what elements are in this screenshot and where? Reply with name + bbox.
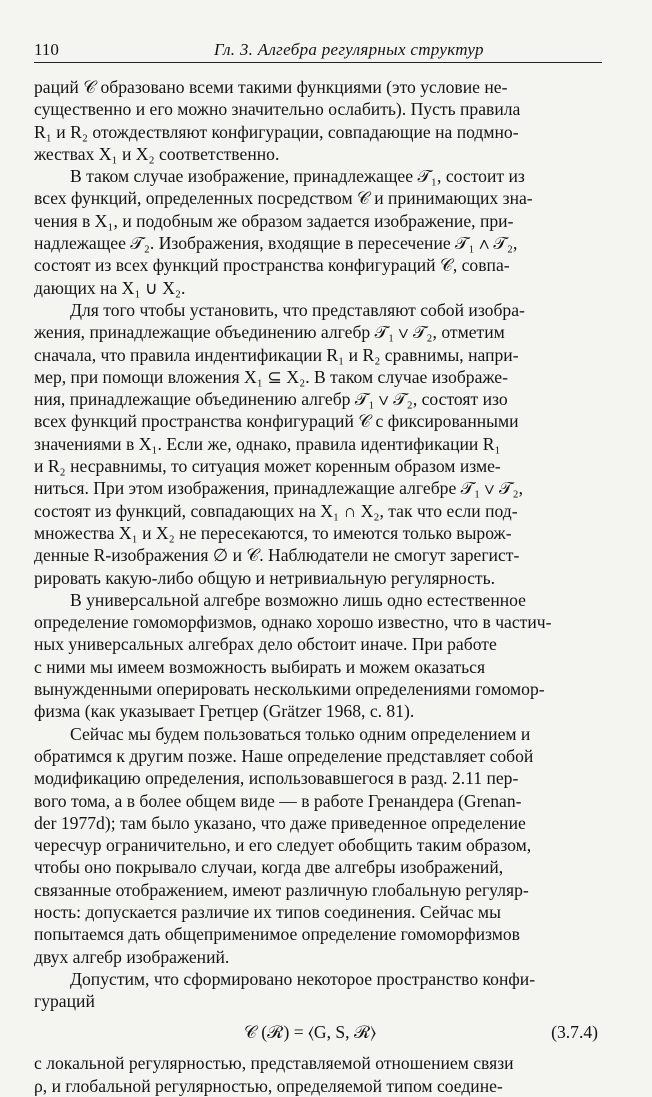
text-line: гураций — [34, 991, 95, 1012]
equation-number: (3.7.4) — [551, 1022, 598, 1043]
chapter-title: Гл. 3. Алгебра регулярных структур — [214, 40, 484, 59]
text-line: существенно и его можно значительно ослабить). Пусть правила — [34, 99, 521, 120]
body-lines-after-equation — [34, 1052, 602, 1097]
body-lines — [34, 76, 602, 1012]
text-line: состоят из функций, совпадающих на X₁ ∩ X₂, так что если под- — [34, 500, 518, 521]
text-line: двух алгебр изображений. — [34, 946, 230, 967]
text-line: с локальной регулярностью, представляемой отношением связи — [34, 1053, 514, 1074]
text-line: В универсальной алгебре возможно лишь одно естественное — [70, 589, 526, 610]
text-line: ность: допускается различие их типов соединения. Сейчас мы — [34, 901, 501, 922]
text-line: чения в X₁, и подобным же образом задается изображение, при- — [34, 210, 514, 231]
text-line: чтобы оно покрывало случаи, когда две алгебры изображений, — [34, 857, 504, 878]
body-text — [34, 76, 602, 1097]
equation-line — [34, 1018, 602, 1046]
text-line: попытаемся дать общеприменимое определение гомоморфизмов — [34, 924, 520, 945]
text-line: денные R-изображения ∅ и 𝒞. Наблюдатели не смогут зарегист- — [34, 545, 520, 566]
text-line: физма (как указывает Гретцер (Grätzer 1968, с. 81). — [34, 701, 415, 722]
text-line: В таком случае изображение, принадлежащее 𝒯₁, состоит из — [70, 166, 525, 187]
text-line: и R₂ несравнимы, то ситуация может коренным образом изме- — [34, 456, 501, 477]
text-line: раций 𝒞 образовано всеми такими функциями (это условие не- — [34, 77, 508, 97]
equation-formula: 𝒞 (ℛ) = ⟨G, S, ℛ⟩ — [244, 1022, 377, 1043]
text-line: всех функций пространства конфигураций 𝒞 с фиксированными — [34, 411, 519, 432]
text-line: ния, принадлежащие объединению алгебр 𝒯₁ ∨ 𝒯₂, состоят изо — [34, 389, 508, 410]
text-line: Допустим, что сформировано некоторое пространство конфи- — [70, 968, 536, 989]
running-header — [34, 36, 602, 63]
text-line: чересчур ограничительно, и его следует обобщить таким образом, — [34, 835, 532, 856]
text-line: жествах X₁ и X₂ соответственно. — [34, 143, 280, 164]
text-line: ρ, и глобальной регулярностью, определяемой типом соедине- — [34, 1075, 503, 1096]
text-line: мер, при помощи вложения X₁ ⊆ X₂. В таком случае изображе- — [34, 366, 508, 387]
text-line: сначала, что правила индентификации R₁ и R₂ сравнимы, напри- — [34, 344, 519, 365]
text-line: связанные отображением, имеют различную глобальную регуляр- — [34, 879, 529, 900]
text-line: обратимся к другим позже. Наше определение представляет собой — [34, 745, 534, 766]
text-line: R₁ и R₂ отождествляют конфигурации, совпадающие на подмно- — [34, 121, 519, 142]
text-line: der 1977d); там было указано, что даже приведенное определение — [34, 812, 526, 833]
text-line: ниться. При этом изображения, принадлежащие алгебре 𝒯₁ ∨ 𝒯₂, — [34, 478, 523, 499]
text-line: определение гомоморфизмов, однако хорошо известно, что в частич- — [34, 612, 552, 633]
text-line: ных универсальных алгебрах дело обстоит иначе. При работе — [34, 634, 497, 655]
page-number: 110 — [34, 40, 59, 59]
text-line: Сейчас мы будем пользоваться только одним определением и — [70, 723, 531, 744]
text-line: надлежащее 𝒯₂. Изображения, входящие в пересечение 𝒯₁ ∧ 𝒯₂, — [34, 233, 518, 254]
text-line: вого тома, а в более общем виде — в работе Гренандера (Grenan- — [34, 790, 522, 811]
text-line: модификацию определения, использовавшегося в разд. 2.11 пер- — [34, 768, 519, 789]
text-line: дающих на X₁ ∪ X₂. — [34, 277, 186, 298]
text-line: Для того чтобы установить, что представляют собой изобра- — [70, 299, 525, 320]
text-line: множества X₁ и X₂ не пересекаются, то имеются только вырож- — [34, 522, 512, 543]
text-line: значениями в X₁. Если же, однако, правила идентификации R₁ — [34, 433, 501, 454]
text-line: всех функций, определенных посредством 𝒞 и принимающих зна- — [34, 188, 533, 209]
text-line: жения, принадлежащие объединению алгебр 𝒯₁ ∨ 𝒯₂, отметим — [34, 322, 505, 343]
text-line: с ними мы имеем возможность выбирать и можем оказаться — [34, 656, 486, 677]
text-line: вынужденными оперировать несколькими определениями гомомор- — [34, 679, 545, 700]
text-line: рировать какую-либо общую и нетривиальную регулярность. — [34, 567, 495, 588]
text-line: состоят из всех функций пространства конфигураций 𝒞, совпа- — [34, 255, 510, 276]
